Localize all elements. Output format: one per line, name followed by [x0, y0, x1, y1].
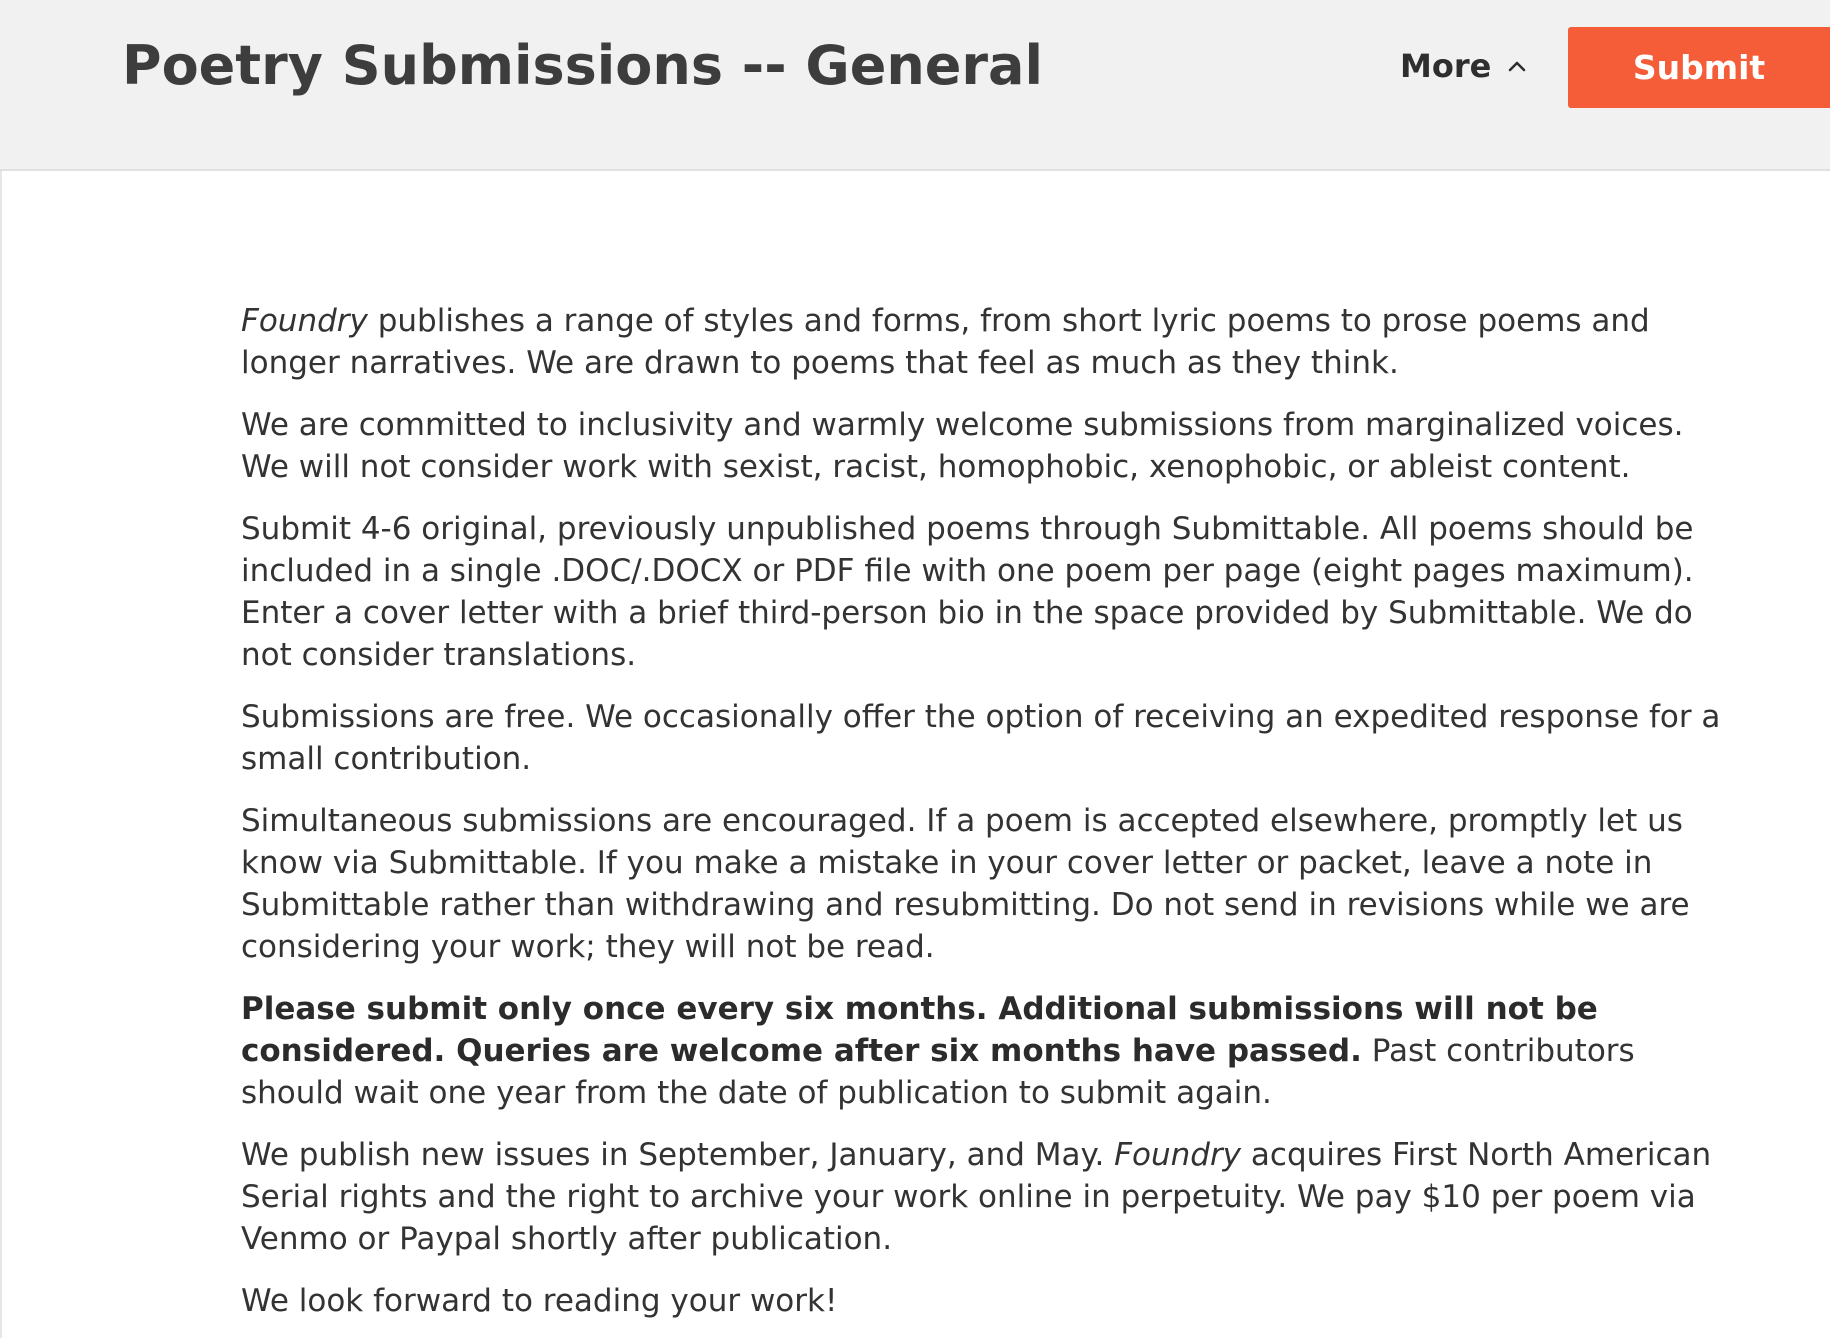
- guideline-paragraph-7: [241, 1134, 1741, 1260]
- chevron-up-icon: [1505, 56, 1529, 76]
- submission-frequency-notice: Please submit only once every six months. Additional submissions will not be considered. Queries are welcome after six months have passed.: [241, 991, 1598, 1069]
- content-left-border: [0, 171, 2, 1338]
- more-label: More: [1400, 47, 1492, 85]
- guideline-text: publishes a range of styles and forms, from short lyric poems to prose poems and longer narratives. We are drawn to poems that feel as much as they think.: [241, 303, 1650, 381]
- page-title: Poetry Submissions -- General: [122, 34, 1044, 97]
- guideline-text: acquires First North American Serial rights and the right to archive your work online in perpetuity. We pay $10 per poem via Venmo or Paypal shortly after publication.: [241, 1137, 1712, 1257]
- guideline-paragraph-3: Submit 4-6 original, previously unpublished poems through Submittable. All poems should be included in a single .DOC/.DOCX or PDF file with one poem per page (eight pages maximum). Enter a cover letter with a brief third-person bio in the space provided by Submittable. We do not consider translations.: [241, 511, 1694, 673]
- journal-name: Foundry: [241, 303, 368, 339]
- more-menu-button[interactable]: [1400, 44, 1529, 88]
- journal-name: Foundry: [1114, 1137, 1242, 1173]
- guideline-paragraph-2: We are committed to inclusivity and warmly welcome submissions from marginalized voices. We will not consider work with sexist, racist, homophobic, xenophobic, or ableist content.: [241, 407, 1684, 485]
- submission-guidelines: [241, 300, 1741, 1342]
- guideline-paragraph-6: [241, 988, 1741, 1114]
- guideline-paragraph-5: Simultaneous submissions are encouraged. If a poem is accepted elsewhere, promptly let us know via Submittable. If you make a mistake in your cover letter or packet, leave a note in Submittable rather than withdrawing and resubmitting. Do not send in revisions while we are considering your work; they will not be read.: [241, 803, 1690, 965]
- guideline-paragraph-4: Submissions are free. We occasionally offer the option of receiving an expedited response for a small contribution.: [241, 699, 1721, 777]
- guideline-paragraph-8: We look forward to reading your work!: [241, 1283, 838, 1319]
- guideline-text: We publish new issues in September, January, and May.: [241, 1137, 1115, 1173]
- guideline-text: Past contributors should wait one year from the date of publication to submit again.: [241, 1033, 1635, 1111]
- guideline-paragraph-1: [241, 300, 1741, 384]
- page-header: [0, 0, 1830, 171]
- submit-button[interactable]: Submit: [1568, 27, 1830, 108]
